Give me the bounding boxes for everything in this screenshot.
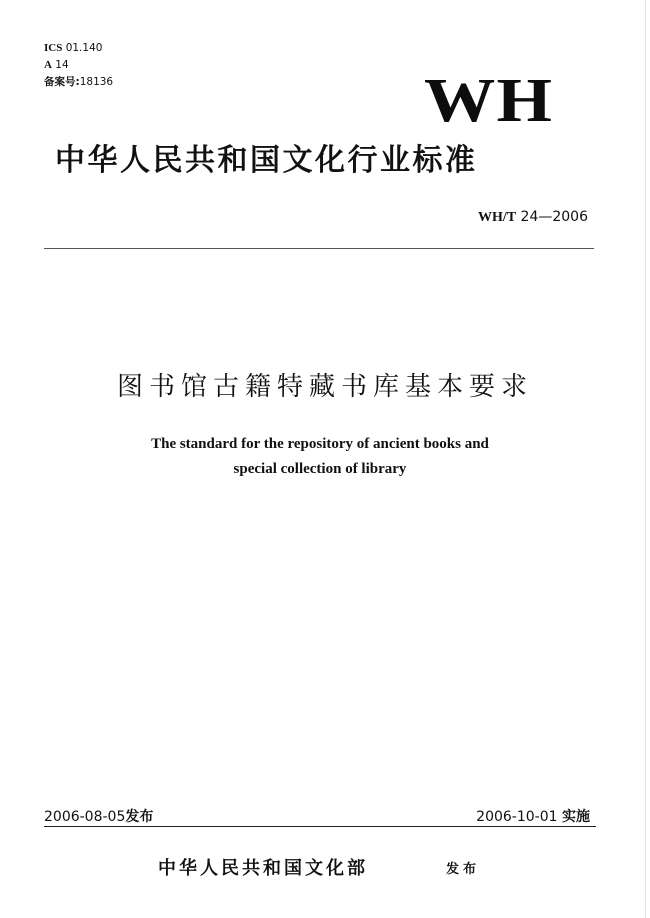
issue-date-block: [44, 808, 153, 826]
scan-edge-line: [645, 0, 646, 918]
implementation-date: 2006-10-01: [476, 809, 558, 825]
wh-logo: WH: [424, 67, 554, 135]
ics-value: 01.140: [65, 42, 103, 54]
record-number-value: 18136: [79, 76, 114, 88]
ics-line: [44, 40, 113, 57]
standard-number: [478, 208, 588, 227]
ics-label: ICS: [44, 42, 63, 54]
header-divider: [44, 248, 594, 249]
issuing-authority: 中华人民共和国文化部: [158, 858, 368, 879]
footer-divider: [44, 826, 596, 827]
document-title-chinese: 图书馆古籍特藏书库基本要求: [116, 372, 533, 402]
classification-value: 14: [55, 59, 69, 71]
english-title-line-1: The standard for the repository of ancient books and: [151, 436, 489, 452]
record-number-label: 备案号:: [44, 76, 80, 88]
document-title-english: [0, 432, 640, 482]
implementation-date-block: [476, 808, 590, 826]
classification-line: [44, 57, 113, 74]
standard-number-value: 24—2006: [520, 209, 588, 225]
issuing-label: 发布: [446, 862, 481, 877]
standard-code: WH/T: [477, 210, 517, 225]
organization-title: 中华人民共和国文化行业标准: [55, 143, 478, 178]
english-title-line-2: special collection of library: [233, 461, 407, 477]
implementation-label: 实施: [562, 809, 590, 825]
issue-date: 2006-08-05: [44, 809, 126, 825]
classification-label: A: [44, 59, 52, 71]
issue-label: 发布: [125, 809, 154, 825]
document-metadata: [44, 40, 113, 91]
record-number-line: [44, 74, 113, 91]
